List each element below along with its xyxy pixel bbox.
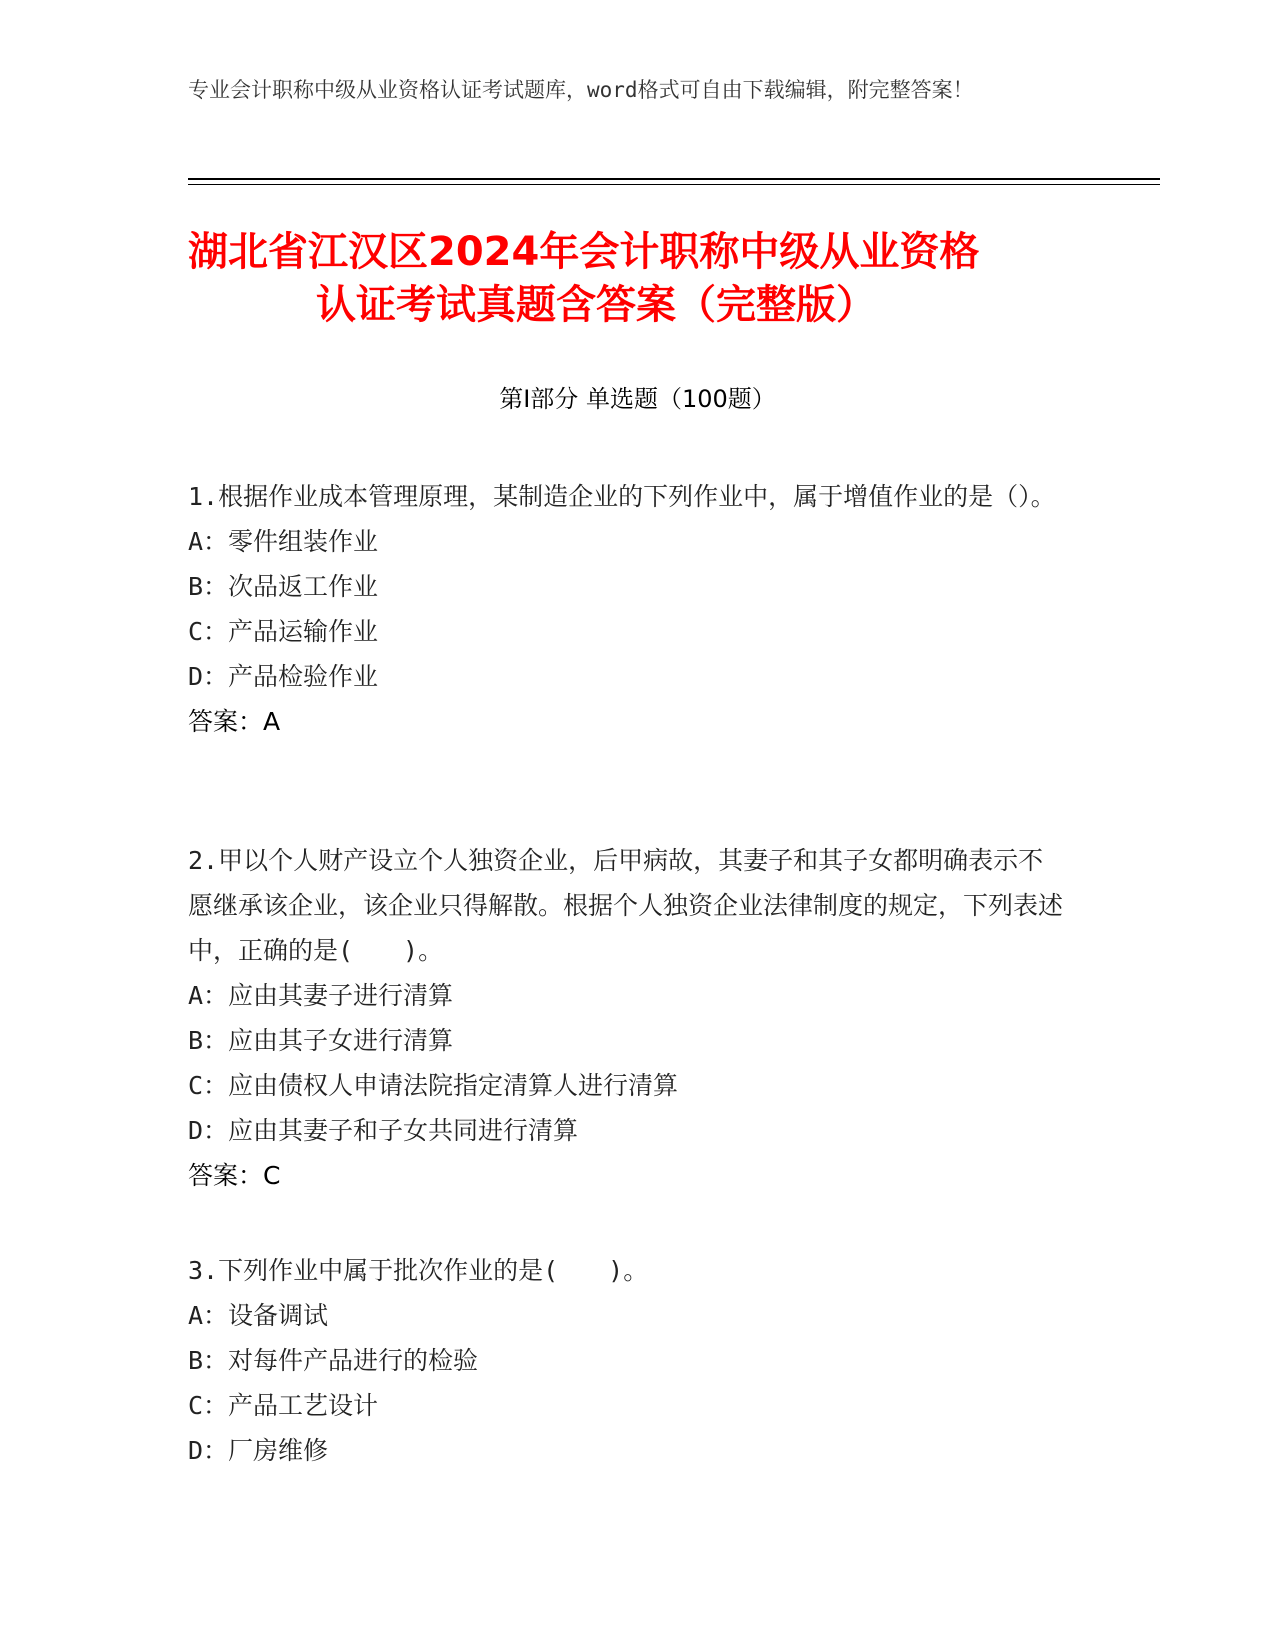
title-line-1: 湖北省江汉区2024年会计职称中级从业资格	[188, 229, 980, 275]
option-d: D：应由其妻子和子女共同进行清算	[188, 1116, 579, 1145]
question-stem: 2.甲以个人财产设立个人独资企业，后甲病故，其妻子和其子女都明确表示不愿继承该企业，该企业只得解散。根据个人独资企业法律制度的规定，下列表述中，正确的是( )。	[188, 846, 1064, 965]
option-a: A：设备调试	[188, 1301, 329, 1330]
option-c: C：产品工艺设计	[188, 1391, 379, 1420]
option-a: A：应由其妻子进行清算	[188, 981, 454, 1010]
question-stem: 1.根据作业成本管理原理，某制造企业的下列作业中，属于增值作业的是（）。	[188, 482, 1056, 511]
option-c: C：产品运输作业	[188, 617, 379, 646]
option-b: B：应由其子女进行清算	[188, 1026, 454, 1055]
option-b: B：次品返工作业	[188, 572, 379, 601]
answer: 答案：A	[188, 707, 281, 736]
option-d: D：厂房维修	[188, 1436, 329, 1465]
option-a: A：零件组装作业	[188, 527, 379, 556]
question-3	[188, 1248, 1068, 1473]
option-b: B：对每件产品进行的检验	[188, 1346, 479, 1375]
answer: 答案：C	[188, 1161, 281, 1190]
header-note: 专业会计职称中级从业资格认证考试题库，word格式可自由下载编辑，附完整答案！	[188, 78, 974, 102]
section-heading: 第Ⅰ部分 单选题（100题）	[499, 385, 776, 413]
option-c: C：应由债权人申请法院指定清算人进行清算	[188, 1071, 679, 1100]
document-title	[188, 226, 1088, 332]
header-rule-thin	[188, 184, 1160, 185]
question-stem: 3.下列作业中属于批次作业的是( )。	[188, 1256, 649, 1285]
title-line-2: 认证考试真题含答案（完整版）	[316, 282, 876, 328]
question-2	[188, 838, 1068, 1198]
question-1	[188, 474, 1068, 744]
option-d: D：产品检验作业	[188, 662, 379, 691]
header-rule-thick	[188, 178, 1160, 180]
